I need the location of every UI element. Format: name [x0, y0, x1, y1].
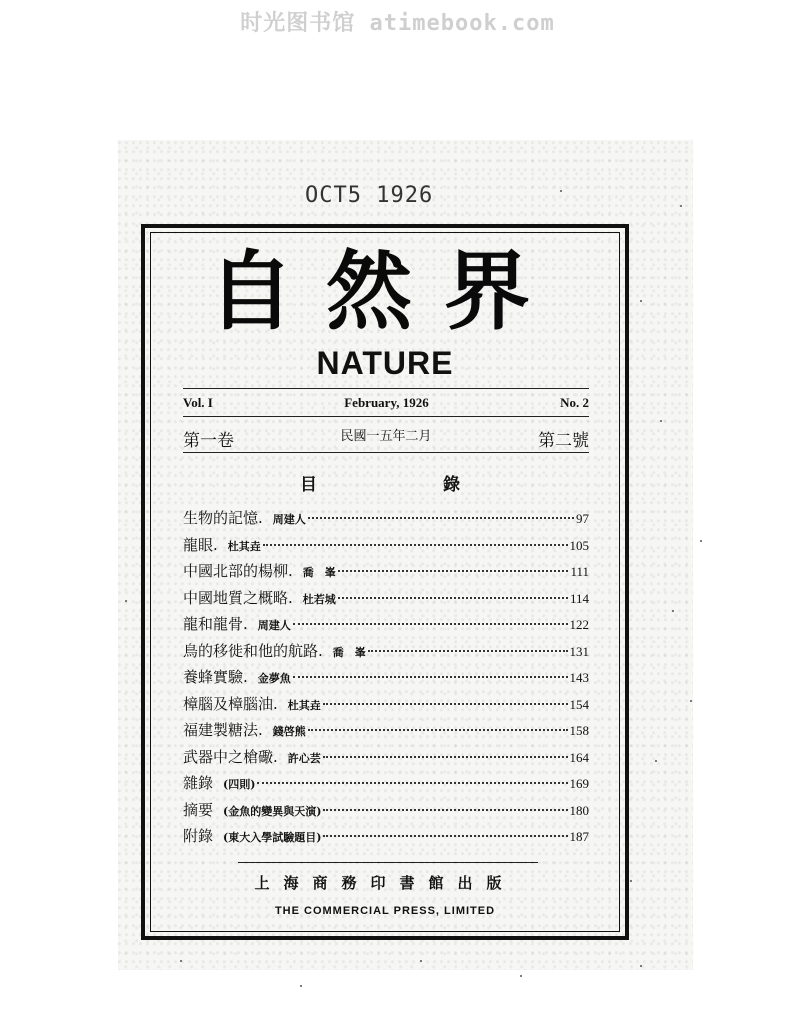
toc-entry-title: 龍眼. [183, 535, 218, 554]
toc-entry-author: (東大入學試驗題目) [223, 831, 322, 844]
toc-leader-dots [257, 782, 567, 784]
scan-speck [655, 760, 657, 762]
toc-leader-dots [308, 517, 574, 519]
toc-entry [183, 532, 589, 559]
scan-speck [420, 960, 422, 962]
toc-leader-dots [323, 756, 568, 758]
toc-entry-author: (金魚的變異與天演) [223, 804, 322, 818]
scan-speck [672, 610, 674, 612]
toc-heading-char: 目 [300, 475, 317, 495]
toc-entry-author: 杜若城 [302, 592, 336, 606]
toc-entry-author: (四則) [223, 778, 256, 791]
toc-entry-page: 111 [570, 564, 589, 579]
toc-leader-dots [323, 703, 568, 705]
toc-entry [183, 717, 589, 744]
toc-entry-author: 喬 峯 [302, 566, 336, 579]
toc-leader-dots [293, 676, 568, 678]
scan-speck [640, 965, 642, 967]
toc-leader-dots [323, 835, 567, 837]
toc-entry-title: 武器中之槍礮. [183, 747, 278, 766]
toc-leader-dots [308, 729, 568, 731]
toc-entry-title: 養蜂實驗. [183, 668, 248, 686]
issue-date-cn: 民國一五年二月 [340, 429, 432, 444]
toc-leader-dots [293, 623, 568, 625]
toc-entry [183, 823, 589, 850]
toc-entry-author: 金夢魚 [257, 672, 291, 685]
toc-entry-page: 180 [569, 802, 589, 818]
toc-entry-page: 187 [569, 829, 589, 844]
toc-entry-title: 附錄 [183, 827, 214, 845]
toc-leader-dots [323, 809, 567, 811]
toc-leader-dots [263, 544, 568, 546]
volume-label-cn: 第一卷 [183, 431, 234, 451]
scan-speck [125, 600, 127, 602]
toc-entry-page: 97 [576, 511, 589, 526]
scan-speck [700, 540, 702, 542]
toc-entry-author: 許心芸 [287, 751, 321, 765]
toc-entry-title: 雜錄 [183, 774, 214, 792]
toc-entry-title: 龍和龍骨. [183, 615, 248, 633]
toc-entry-page: 158 [569, 723, 589, 738]
scan-speck [560, 190, 562, 192]
publisher-english: THE COMMERCIAL PRESS, LIMITED [274, 905, 496, 917]
issue-info-chinese [183, 426, 589, 451]
toc-entry-title: 生物的記憶. [183, 509, 263, 527]
toc-entry-page: 122 [569, 617, 589, 632]
volume-label: Vol. I [183, 395, 213, 410]
toc-entry-title: 樟腦及樟腦油. [183, 694, 278, 713]
toc-entry-title: 中國北部的楊柳. [183, 562, 293, 580]
watermark: 时光图书馆 atimebook.com [240, 11, 555, 36]
scan-speck [690, 700, 692, 702]
toc-entry-author: 周建人 [257, 619, 291, 632]
toc-heading-char: 錄 [443, 475, 460, 495]
toc-entry [183, 664, 589, 691]
toc-entry-author: 錢啓熊 [272, 725, 306, 738]
journal-title-english: NATURE [316, 345, 454, 381]
toc-entry [183, 797, 589, 824]
scan-speck [630, 880, 632, 882]
journal-title-chinese: 自然界 [208, 242, 562, 342]
toc-entry-author: 杜其垚 [227, 539, 261, 553]
toc-leader-dots [338, 597, 568, 599]
divider [238, 862, 538, 863]
publisher-chinese: 上海商務印書館出版 [254, 874, 516, 892]
toc-entry-page: 154 [569, 696, 589, 712]
date-stamp: OCT5 1926 [305, 183, 434, 208]
toc-entry-title: 中國地質之概略. [183, 588, 293, 607]
issue-number-cn: 第二號 [537, 431, 589, 451]
toc-entry [183, 611, 589, 638]
scan-speck [180, 960, 182, 962]
toc-entry [183, 505, 589, 532]
toc-entry-title: 福建製糖法. [183, 721, 263, 739]
toc-leader-dots [368, 650, 568, 652]
toc-entry-author: 喬 峯 [332, 645, 366, 659]
issue-number: No. 2 [560, 395, 589, 410]
issue-info-english [183, 395, 589, 411]
toc-entry [183, 770, 589, 797]
toc-entry-page: 164 [569, 749, 589, 765]
toc-entry-author: 周建人 [272, 513, 306, 526]
toc-leader-dots [338, 570, 569, 572]
scan-speck [300, 985, 302, 987]
toc-entry [183, 558, 589, 585]
toc-entry [183, 744, 589, 771]
toc-entry-title: 摘要 [183, 800, 214, 819]
divider [183, 388, 589, 389]
toc-entry [183, 638, 589, 665]
toc-entry-title: 鳥的移徙和他的航路. [183, 641, 323, 660]
toc-entry-author: 杜其垚 [287, 698, 321, 712]
scan-speck [660, 420, 662, 422]
scan-speck [680, 205, 682, 207]
toc-entry-page: 105 [569, 537, 589, 553]
toc-entry-page: 114 [569, 590, 589, 606]
divider [183, 452, 589, 453]
toc-entry [183, 585, 589, 612]
toc-heading [300, 470, 460, 495]
table-of-contents [183, 505, 589, 850]
issue-date: February, 1926 [344, 395, 429, 410]
toc-entry-page: 169 [569, 776, 589, 791]
scan-speck [520, 975, 522, 977]
scan-speck [640, 300, 642, 302]
divider [183, 416, 589, 417]
toc-entry-page: 131 [569, 643, 589, 659]
toc-entry-page: 143 [569, 670, 589, 685]
toc-entry [183, 691, 589, 718]
